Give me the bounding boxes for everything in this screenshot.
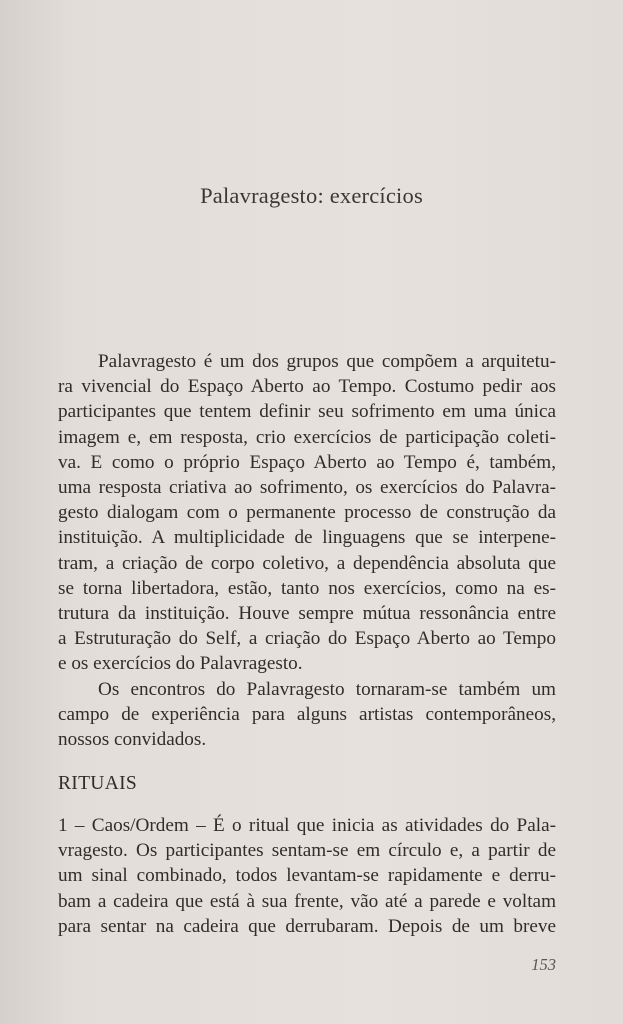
paragraph-ritual <box>58 813 556 939</box>
text-line: uma resposta criativa ao sofrimento, os exercícios do Palavra- <box>58 477 556 499</box>
text-line: va. E como o próprio Espaço Aberto ao Tempo é, também, <box>58 451 556 473</box>
text-line: Palavragesto é um dos grupos que compõem a arquitetu- <box>98 351 556 372</box>
text-line: a Estruturação do Self, a criação do Espaço Aberto ao Tempo <box>58 628 556 650</box>
text-line: tram, a criação de corpo coletivo, a dependência absoluta que <box>58 552 556 574</box>
chapter-title: Palavragesto: exercícios <box>200 183 423 208</box>
text-line: Os encontros do Palavragesto tornaram-se também um <box>98 678 556 700</box>
text-line: bam a cadeira que está à sua frente, vão até a parede e voltam <box>58 890 556 912</box>
text-line: gesto dialogam com o permanente processo de construção da <box>58 502 556 524</box>
text-line: participantes que tentem definir seu sofrimento em uma única <box>58 401 556 423</box>
text-line: imagem e, em resposta, crio exercícios de participação coleti- <box>58 426 556 448</box>
section-heading: RITUAIS <box>58 773 138 794</box>
text-line: ra vivencial do Espaço Aberto ao Tempo. Costumo pedir aos <box>58 376 556 398</box>
text-line: para sentar na cadeira que derrubaram. Depois de um breve <box>58 915 556 937</box>
page-number: 153 <box>531 955 556 974</box>
text-line: campo de experiência para alguns artistas contemporâneos, <box>58 703 556 725</box>
paragraph-intro <box>58 349 556 752</box>
text-line: se torna libertadora, estão, tanto nos exercícios, como na es- <box>58 577 556 599</box>
text-line: nossos convidados. <box>58 729 207 751</box>
text-line: trutura da instituição. Houve sempre mútua ressonância entre <box>58 603 556 625</box>
text-line: 1 – Caos/Ordem – É o ritual que inicia as atividades do Pala- <box>58 815 556 836</box>
text-line: um sinal combinado, todos levantam-se rapidamente e derru- <box>58 865 556 887</box>
text-line: instituição. A multiplicidade de linguagens que se interpene- <box>58 527 556 549</box>
text-line: e os exercícios do Palavragesto. <box>58 653 303 675</box>
text-line: vragesto. Os participantes sentam-se em círculo e, a partir de <box>58 840 556 862</box>
